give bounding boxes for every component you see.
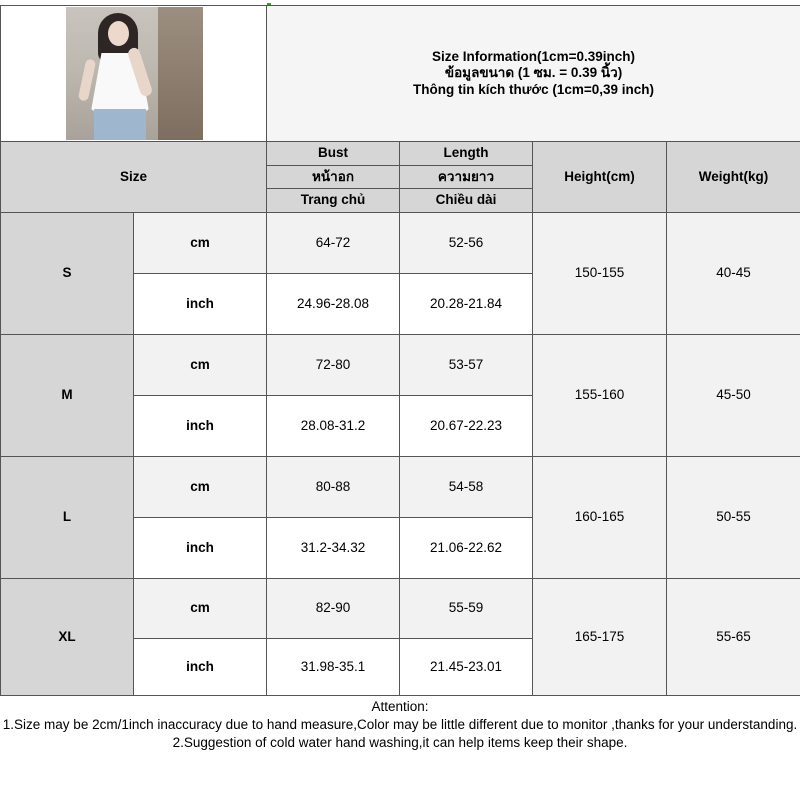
bust-header-en: Bust [267,142,400,166]
unit-cm-label: cm [134,579,267,639]
unit-cm-label: cm [134,335,267,396]
unit-inch-label: inch [134,639,267,696]
length-header-th: ความยาว [400,166,533,189]
size-xl-label: XL [1,579,134,696]
weight-value: 55-65 [667,579,800,696]
length-inch-value: 20.67-22.23 [400,396,533,457]
size-m-label: M [1,335,134,457]
bust-header-vi: Trang chủ [267,189,400,213]
length-header-en: Length [400,142,533,166]
size-header: Size [1,142,267,213]
length-cm-value: 54-58 [400,457,533,518]
bust-cm-value: 72-80 [267,335,400,396]
unit-inch-label: inch [134,396,267,457]
attention-note-2: 2.Suggestion of cold water hand washing,it can help items keep their shape. [172,735,628,750]
weight-value: 50-55 [667,457,800,579]
size-l-label: L [1,457,134,579]
length-cm-value: 55-59 [400,579,533,639]
height-value: 160-165 [533,457,667,579]
size-s-label: S [1,213,134,335]
title-thai: ข้อมูลขนาด (1 ซม. = 0.39 นิ้ว) [444,65,623,81]
weight-value: 40-45 [667,213,800,335]
height-header: Height(cm) [533,142,667,213]
length-cm-value: 52-56 [400,213,533,274]
title-vietnamese: Thông tin kích thước (1cm=0,39 inch) [413,81,655,97]
height-value: 150-155 [533,213,667,335]
length-header-vi: Chiều dài [400,189,533,213]
size-table [0,5,800,696]
unit-inch-label: inch [134,274,267,335]
bust-inch-value: 31.2-34.32 [267,518,400,579]
unit-cm-label: cm [134,213,267,274]
weight-header: Weight(kg) [667,142,800,213]
bust-cm-value: 64-72 [267,213,400,274]
bust-cm-value: 82-90 [267,579,400,639]
title-english: Size Information(1cm=0.39inch) [432,49,635,65]
unit-inch-label: inch [134,518,267,579]
height-value: 165-175 [533,579,667,696]
product-photo [66,7,203,140]
length-cm-value: 53-57 [400,335,533,396]
bust-cm-value: 80-88 [267,457,400,518]
size-information-title [267,6,800,142]
attention-notes [0,698,800,752]
bust-inch-value: 24.96-28.08 [267,274,400,335]
bust-header-th: หน้าอก [267,166,400,189]
bust-inch-value: 28.08-31.2 [267,396,400,457]
attention-note-1: 1.Size may be 2cm/1inch inaccuracy due to hand measure,Color may be little different due to monitor ,thanks for your understanding. [2,717,798,732]
product-photo-cell [1,6,267,142]
weight-value: 45-50 [667,335,800,457]
length-inch-value: 21.45-23.01 [400,639,533,696]
attention-title: Attention: [371,699,429,714]
unit-cm-label: cm [134,457,267,518]
bust-inch-value: 31.98-35.1 [267,639,400,696]
height-value: 155-160 [533,335,667,457]
length-inch-value: 20.28-21.84 [400,274,533,335]
length-inch-value: 21.06-22.62 [400,518,533,579]
